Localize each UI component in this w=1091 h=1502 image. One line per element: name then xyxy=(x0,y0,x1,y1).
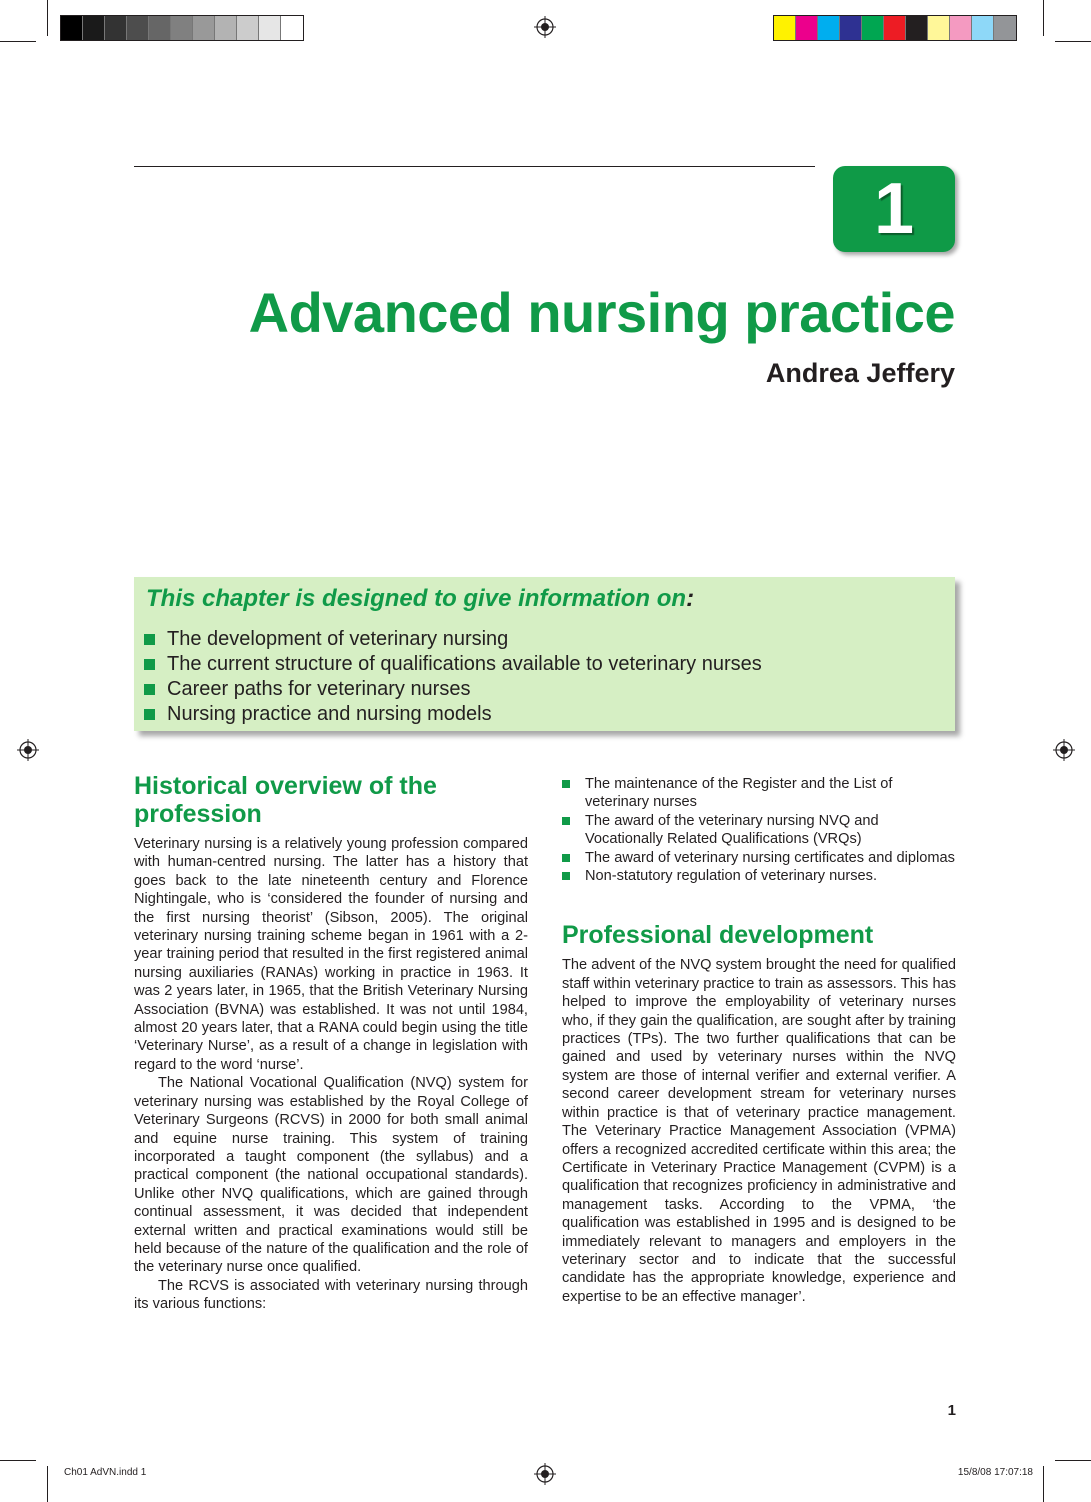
color-swatch xyxy=(83,16,105,40)
crop-mark xyxy=(1055,41,1091,42)
bullet-square-icon xyxy=(144,684,155,695)
chapter-objectives-box xyxy=(134,577,955,731)
color-swatch xyxy=(796,16,818,40)
color-swatch xyxy=(774,16,796,40)
color-swatch xyxy=(972,16,994,40)
crop-mark xyxy=(1043,1466,1044,1502)
slug-timestamp: 15/8/08 17:07:18 xyxy=(957,1467,1033,1478)
body-paragraph: Veterinary nursing is a relatively young profession compared with human-centred nursing. The latter has a history that goes back to the late nineteenth century and Florence Nightingale, who is ‘considered the founder of nursing and the first nursing theorist’ (Sibson, 2005). The original veterinary nursing training scheme began in 1961 with a 2-year training period that resulted in the first registered animal nursing auxiliaries (RANAs) working in practice in 1963. It was 2 years later, in 1965, that the British Veterinary Nursing Association (BVNA) was established. It was not until 1984, almost 20 years later, that a RANA could begin using the title ‘Veterinary Nurse’, as a result of a change in legislation with regard to the word ‘nurse’. xyxy=(134,836,528,1073)
rcvs-functions-list xyxy=(562,772,956,885)
color-swatch xyxy=(171,16,193,40)
crop-mark xyxy=(47,1466,48,1502)
process-color-bar xyxy=(773,15,1017,41)
registration-mark-icon xyxy=(17,739,39,761)
color-swatch xyxy=(906,16,928,40)
list-item: The award of the veterinary nursing NVQ and Vocationally Related Qualifications (VRQs) xyxy=(562,812,956,849)
objectives-heading: This chapter is designed to give information on: xyxy=(146,585,695,612)
gray-color-bar xyxy=(60,15,304,41)
bullet-square-icon xyxy=(144,659,155,670)
crop-mark xyxy=(1043,0,1044,36)
color-swatch xyxy=(149,16,171,40)
bullet-square-icon xyxy=(144,634,155,645)
list-item: Nursing practice and nursing models xyxy=(144,702,762,727)
list-item: The development of veterinary nursing xyxy=(144,627,762,652)
crop-mark xyxy=(0,41,36,42)
registration-mark-icon xyxy=(534,16,556,38)
crop-mark xyxy=(1055,1460,1091,1461)
bullet-square-icon xyxy=(562,872,570,880)
color-swatch xyxy=(840,16,862,40)
chapter-number-badge: 1 xyxy=(833,166,955,252)
bullet-square-icon xyxy=(562,817,570,825)
chapter-author: Andrea Jeffery xyxy=(765,358,955,388)
color-swatch xyxy=(193,16,215,40)
slug-file-name: Ch01 AdVN.indd 1 xyxy=(64,1467,147,1478)
page-number: 1 xyxy=(947,1402,956,1419)
color-swatch xyxy=(884,16,906,40)
crop-mark xyxy=(47,0,48,36)
section-heading-historical: Historical overview of the profession xyxy=(134,772,437,828)
color-swatch xyxy=(105,16,127,40)
color-swatch xyxy=(259,16,281,40)
registration-mark-icon xyxy=(1053,739,1075,761)
left-column xyxy=(134,772,528,1314)
list-item: The award of veterinary nursing certificates and diplomas xyxy=(562,849,956,867)
color-swatch xyxy=(950,16,972,40)
bullet-square-icon xyxy=(562,854,570,862)
body-paragraph: The National Vocational Qualification (NVQ) system for veterinary nursing was established by the Royal College of Veterinary Surgeons (RCVS) in 2000 for both small animal and equine nurse training. This system of training incorporated a taught component (the syllabus) and a practical component (the national occupational standards). Unlike other NVQ qualifications, which are gained through continual assessment, it was decided that independent external written and practical examinations would still be held because of the nature of the qualification and the role of the veterinary nurse once qualified. xyxy=(134,1075,528,1276)
color-swatch xyxy=(818,16,840,40)
color-swatch xyxy=(994,16,1016,40)
list-item: The current structure of qualifications available to veterinary nurses xyxy=(144,652,762,677)
color-swatch xyxy=(61,16,83,40)
header-rule xyxy=(134,166,815,167)
color-swatch xyxy=(215,16,237,40)
bullet-square-icon xyxy=(562,780,570,788)
registration-mark-icon xyxy=(534,1463,556,1485)
color-swatch xyxy=(127,16,149,40)
body-paragraph: The RCVS is associated with veterinary nursing through its various functions: xyxy=(134,1277,528,1313)
objectives-list xyxy=(144,627,762,727)
list-item: Career paths for veterinary nurses xyxy=(144,677,762,702)
color-swatch xyxy=(862,16,884,40)
section-heading-professional: Professional development xyxy=(562,921,874,950)
color-swatch xyxy=(237,16,259,40)
body-paragraph: The advent of the NVQ system brought the need for qualified staff within veterinary practice to train as assessors. This has helped to improve the employability of veterinary nurses who, if they gain the qualification, are sought after by training practices (TPs). The two further qualifications that can be gained and used by veterinary nurses within the NVQ system are those of internal verifier and external verifier. A second career development stream for veterinary nurses within practice is that of veterinary practice management. The Veterinary Practice Management Association (VPMA) offers a recognized accredited certificate within this area; the Certificate in Veterinary Practice Management (CVPM) is a qualification that recognizes proficiency in administrative and management tasks. According to the VPMA, ‘the qualification was established in 1995 and is designed to be immediately relevant to managers and employers in the veterinary sector and to indicate that the successful candidate has the appropriate knowledge, experience and expertise to be an effective manager’. xyxy=(562,957,956,1305)
list-item: The maintenance of the Register and the List of veterinary nurses xyxy=(562,775,956,812)
color-swatch xyxy=(928,16,950,40)
crop-mark xyxy=(0,1460,36,1461)
bullet-square-icon xyxy=(144,709,155,720)
right-column xyxy=(562,772,956,1306)
color-swatch xyxy=(281,16,303,40)
list-item: Non-statutory regulation of veterinary nurses. xyxy=(562,867,956,885)
chapter-title: Advanced nursing practice xyxy=(248,281,955,344)
